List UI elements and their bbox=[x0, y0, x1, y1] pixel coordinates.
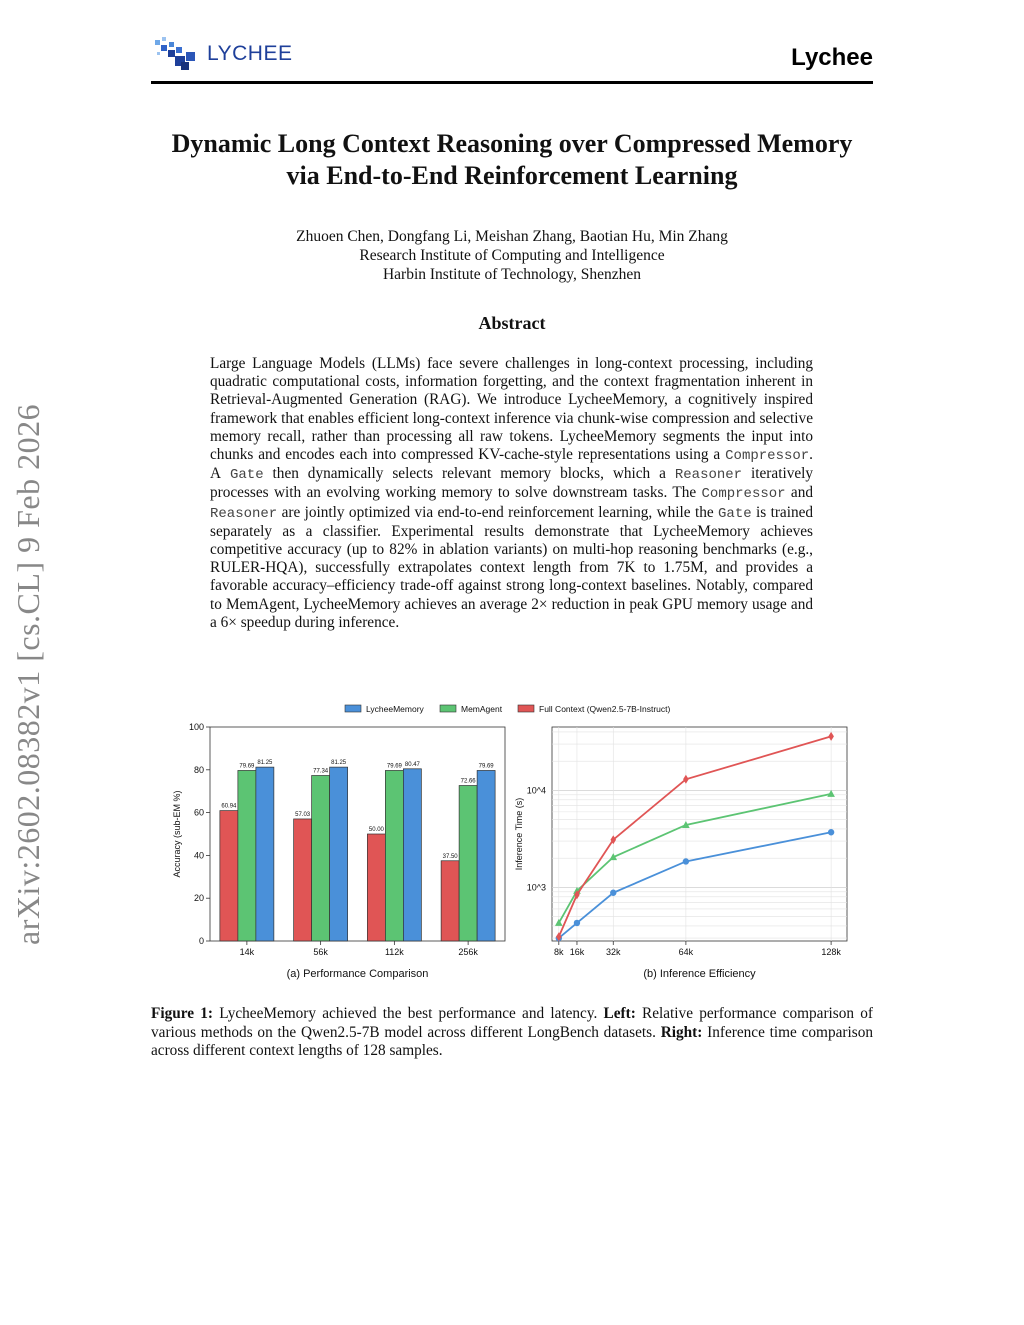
abstract-part-4: iteratively processes with an evolving working memory to solve downstream tasks. The bbox=[210, 465, 814, 502]
y-tick-label: 20 bbox=[193, 893, 204, 904]
x-tick-label: 16k bbox=[569, 947, 585, 957]
caption-left-label: Left: bbox=[603, 1005, 636, 1022]
x-tick-label: 56k bbox=[313, 947, 328, 957]
bar bbox=[312, 775, 330, 941]
bar bbox=[238, 770, 256, 941]
x-tick-label: 64k bbox=[678, 947, 694, 957]
performance-chart bbox=[172, 722, 505, 980]
caption-text-2: Relative performance comparison of various methods on the Qwen2.5-7B model across different LongBench datasets. bbox=[151, 1005, 873, 1041]
bar-value-label: 79.69 bbox=[239, 763, 255, 770]
legend-label: Full Context (Qwen2.5-7B-Instruct) bbox=[539, 704, 671, 714]
y-tick-label: 80 bbox=[193, 764, 204, 775]
bar bbox=[385, 770, 403, 941]
caption-text-1: LycheeMemory achieved the best performance and latency. bbox=[219, 1005, 598, 1022]
bar bbox=[459, 786, 477, 941]
paper-title bbox=[120, 128, 904, 192]
bar bbox=[403, 769, 421, 941]
reasoner-term: Reasoner bbox=[210, 505, 278, 522]
figure-1-chart bbox=[150, 695, 874, 995]
legend-swatch bbox=[345, 705, 361, 712]
chart-legend bbox=[345, 704, 670, 714]
abstract-text bbox=[210, 355, 813, 632]
compressor-term: Compressor bbox=[725, 448, 810, 465]
x-tick-label: 8k bbox=[554, 947, 564, 957]
abstract-part-1: Large Language Models (LLMs) face severe challenges in long-context processing, including quadratic computational costs, information forgetting, and the context fragmentation inherent in Retrieval-Augmented Generation (RAG). We introduce LycheeMemory, a cognitively inspired framework that enables efficient long-context inference via chunk-wise compression and selective memory recall, rather than processing all raw tokens. LycheeMemory segments the input into chunks and encodes each into compressed KV-cache-style representations using a bbox=[210, 355, 813, 464]
bar-value-label: 79.69 bbox=[386, 763, 402, 770]
lychee-logo-icon bbox=[151, 34, 201, 74]
bar bbox=[330, 767, 348, 941]
caption-right-label: Right: bbox=[660, 1023, 703, 1041]
header-rule bbox=[151, 81, 873, 84]
bar-value-label: 80.47 bbox=[404, 761, 420, 768]
bar-value-label: 81.25 bbox=[257, 760, 273, 767]
bar bbox=[477, 770, 495, 941]
data-point bbox=[683, 858, 689, 864]
compressor-term: Compressor bbox=[701, 486, 786, 503]
abstract-part-5: and bbox=[790, 484, 813, 502]
x-tick-label: 32k bbox=[606, 947, 621, 957]
figure-1 bbox=[150, 695, 874, 995]
bar bbox=[294, 819, 312, 941]
x-tick-label: 256k bbox=[458, 947, 478, 957]
data-point bbox=[574, 920, 580, 926]
x-tick-label: 128k bbox=[821, 947, 841, 957]
bar-value-label: 37.50 bbox=[442, 853, 458, 860]
bar bbox=[367, 834, 385, 941]
bar-value-label: 77.34 bbox=[313, 768, 329, 775]
page-header bbox=[151, 34, 873, 82]
arxiv-stamp: arXiv:2602.08382v1 [cs.CL] 9 Feb 2026 bbox=[10, 403, 46, 945]
caption-text-3: Inference time comparison across different context lengths of 128 samples. bbox=[151, 1023, 873, 1059]
figure-caption bbox=[151, 1005, 873, 1061]
bar-value-label: 79.69 bbox=[478, 763, 494, 770]
y-tick-label: 100 bbox=[188, 722, 204, 732]
abstract-part-7: is trained separately as a classifier. Experimental results demonstrate that LycheeMemory achieves competitive accuracy (up to 82% in ablation variants) on multi-hop reasoning benchmarks (e.g., RULER-HQA), successfully extrapolates context length from 7K to 1.75M, and provides a favorable accuracy–efficiency trade-off against strong long-context baselines. Notably, compared to MemAgent, LycheeMemory achieves an average 2× reduction in peak GPU memory usage and a 6× speedup during inference. bbox=[210, 503, 814, 631]
y-tick-label: 0 bbox=[198, 936, 204, 946]
legend-swatch bbox=[518, 705, 534, 712]
bar-value-label: 50.00 bbox=[368, 827, 384, 833]
y-axis-label: Accuracy (sub-EM %) bbox=[172, 790, 182, 878]
abstract-part-3: then dynamically selects relevant memory blocks, which a bbox=[272, 465, 666, 483]
affiliation-2: Harbin Institute of Technology, Shenzhen bbox=[382, 266, 642, 283]
y-tick-label: 10^4 bbox=[526, 785, 546, 796]
bar bbox=[220, 811, 238, 941]
x-tick-label: 112k bbox=[384, 947, 404, 957]
bar-value-label: 81.25 bbox=[331, 760, 347, 767]
x-tick-label: 14k bbox=[239, 947, 255, 957]
bar-value-label: 57.03 bbox=[295, 811, 311, 818]
chart-a-title: (a) Performance Comparison bbox=[286, 968, 429, 980]
bar-value-label: 72.66 bbox=[460, 778, 476, 785]
y-tick-label: 10^3 bbox=[526, 882, 546, 893]
abstract-heading: Abstract bbox=[478, 313, 546, 333]
bar bbox=[256, 767, 274, 941]
data-point bbox=[828, 829, 834, 835]
bar-value-label: 60.94 bbox=[221, 803, 237, 810]
abstract-part-6: are jointly optimized via end-to-end reinforcement learning, while the bbox=[281, 503, 714, 521]
affiliation-1: Research Institute of Computing and Intelligence bbox=[359, 247, 665, 264]
abstract-part-2: . A bbox=[210, 446, 813, 483]
title-line-2: via End-to-End Reinforcement Learning bbox=[286, 161, 738, 190]
logo-text: LYCHEE bbox=[207, 42, 293, 65]
header-brand: Lychee bbox=[791, 44, 873, 71]
chart-b-title: (b) Inference Efficiency bbox=[643, 968, 756, 980]
legend-swatch bbox=[440, 705, 456, 712]
legend-label: MemAgent bbox=[461, 704, 503, 714]
lychee-logo bbox=[151, 34, 292, 74]
y-axis-label: Inference Time (s) bbox=[514, 797, 524, 871]
gate-term: Gate bbox=[230, 467, 264, 484]
efficiency-chart bbox=[514, 727, 847, 980]
author-block bbox=[200, 227, 824, 284]
reasoner-term: Reasoner bbox=[674, 467, 743, 484]
y-tick-label: 40 bbox=[193, 850, 204, 861]
data-point bbox=[610, 890, 616, 896]
gate-term: Gate bbox=[718, 505, 752, 522]
title-line-1: Dynamic Long Context Reasoning over Compressed Memory bbox=[171, 129, 853, 158]
legend-label: LycheeMemory bbox=[366, 704, 424, 714]
bar bbox=[441, 861, 459, 941]
y-tick-label: 60 bbox=[193, 807, 204, 818]
author-names: Zhuoen Chen, Dongfang Li, Meishan Zhang, Baotian Hu, Min Zhang bbox=[296, 228, 728, 245]
caption-label: Figure 1: bbox=[151, 1005, 213, 1022]
